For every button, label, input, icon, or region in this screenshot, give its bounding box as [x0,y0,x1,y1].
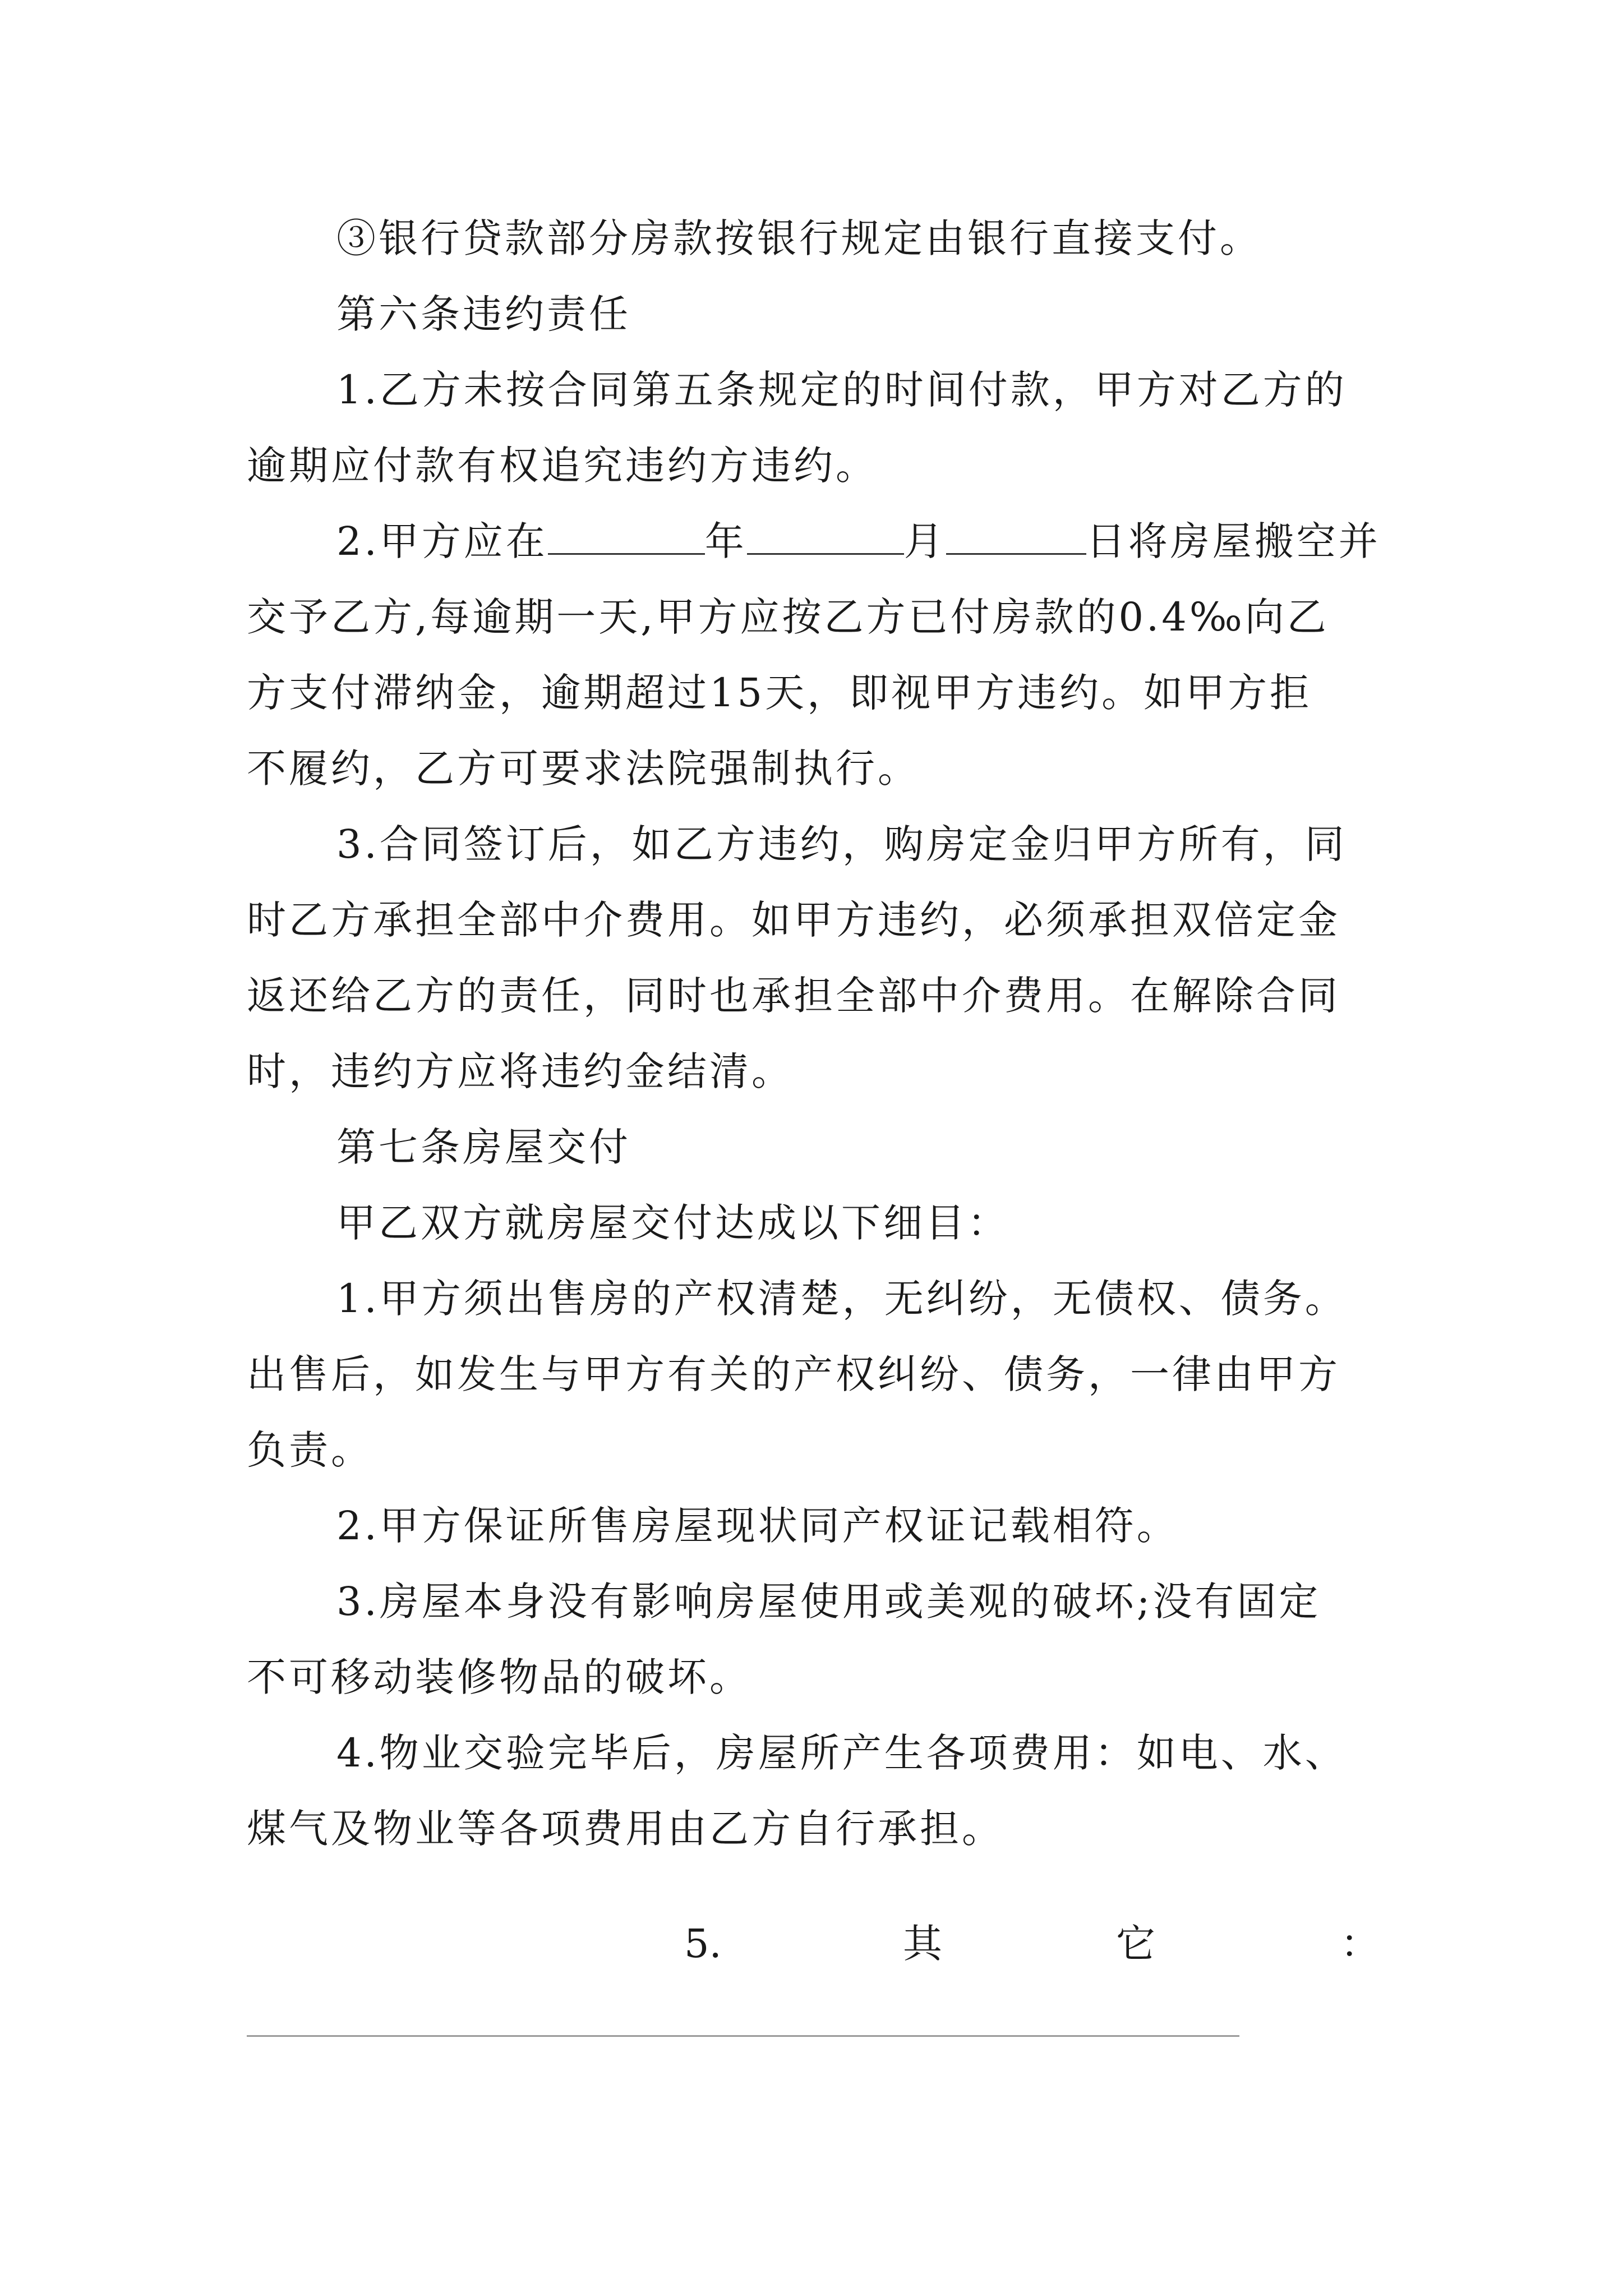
paragraph-line: 交予乙方,每逾期一天,甲方应按乙方已付房款的0.4‰向乙 [247,594,1329,640]
paragraph-line: 出售后，如发生与甲方有关的产权纠纷、债务，一律由甲方 [247,1351,1340,1397]
item-5-char-2: 它 [1116,1921,1155,1967]
paragraph-line: 1.甲方须出售房的产权清楚，无纠纷，无债权、债务。 [336,1276,1347,1322]
section-heading-6: 第六条违约责任 [336,291,631,337]
paragraph-line: 方支付滞纳金，逾期超过15天，即视甲方违约。如甲方拒 [247,670,1312,716]
paragraph-line: 1.乙方未按合同第五条规定的时间付款，甲方对乙方的 [336,367,1347,413]
month-blank [747,518,904,555]
paragraph-line: 负责。 [247,1427,373,1473]
paragraph-line: 不可移动装修物品的破坏。 [247,1654,751,1700]
paragraph-line: 3.合同签订后，如乙方违约，购房定金归甲方所有，同 [336,821,1347,867]
clause-2-prefix: 2.甲方应在 [336,518,548,564]
day-blank [946,518,1086,555]
clause-2-suffix: 日将房屋搬空并 [1086,518,1381,564]
paragraph-line: 甲乙双方就房屋交付达成以下细目： [336,1200,1009,1246]
paragraph-line: 时，违约方应将违约金结清。 [247,1048,794,1094]
paragraph-line: ③银行贷款部分房款按银行规定由银行直接支付。 [336,215,1262,261]
paragraph-line: 2.甲方保证所售房屋现状同产权证记载相符。 [336,1503,1179,1549]
year-label: 年 [704,518,747,564]
section-heading-7: 第七条房屋交付 [336,1124,631,1170]
paragraph-line: 不履约，乙方可要求法院强制执行。 [247,746,920,792]
item-5-number: 5. [684,1921,722,1967]
footer-divider [247,2035,1239,2037]
year-blank [548,518,705,555]
paragraph-line: 返还给乙方的责任，同时也承担全部中介费用。在解除合同 [247,973,1340,1019]
clause-2-line [336,516,1391,567]
paragraph-line: 煤气及物业等各项费用由乙方自行承担。 [247,1806,1004,1852]
item-5-char-1: 其 [903,1921,942,1967]
paragraph-line: 3.房屋本身没有影响房屋使用或美观的破坏;没有固定 [336,1579,1321,1625]
paragraph-line: 4.物业交验完毕后，房屋所产生各项费用：如电、水、 [336,1730,1347,1776]
month-label: 月 [903,518,946,564]
paragraph-line: 时乙方承担全部中介费用。如甲方违约，必须承担双倍定金 [247,897,1340,943]
paragraph-line: 逾期应付款有权追究违约方违约。 [247,443,878,489]
item-5-colon: ： [1340,1921,1380,1967]
